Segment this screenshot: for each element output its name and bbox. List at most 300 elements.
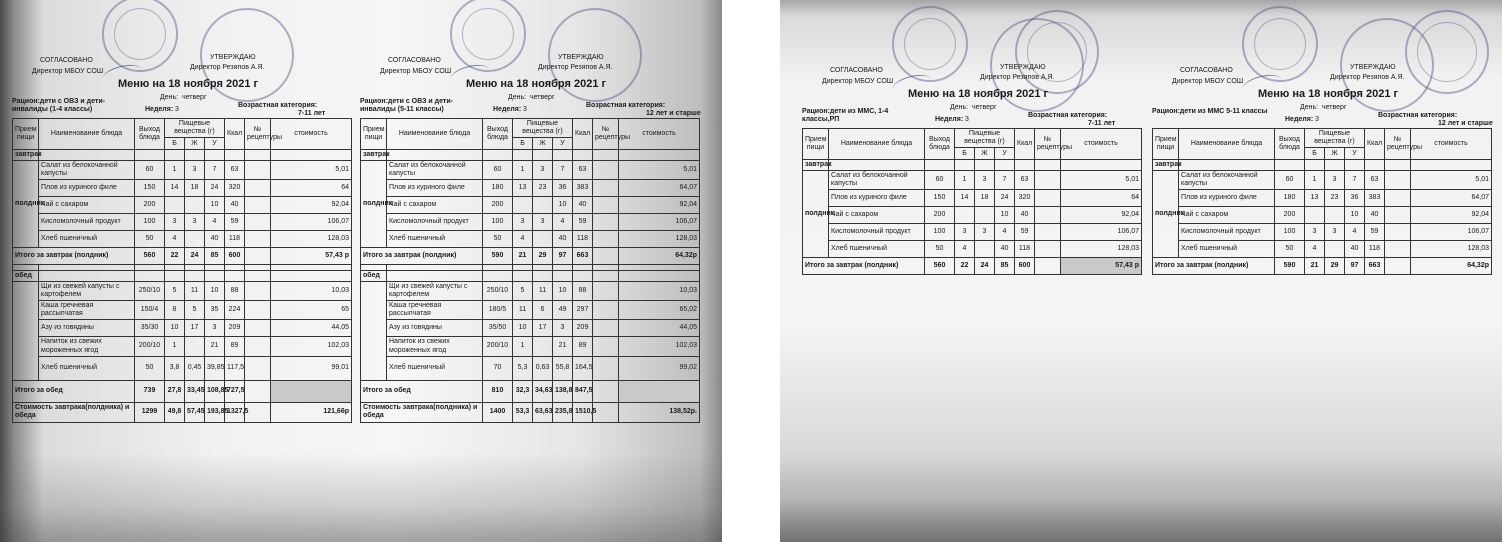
dish-name: Хлеб пшеничный	[829, 241, 925, 258]
dish-fat: 11	[185, 282, 205, 301]
empty-cell	[361, 282, 387, 380]
empty-cell	[245, 380, 271, 402]
grand-cost: 121,66р	[271, 402, 352, 422]
col-cost: стоимость	[271, 119, 352, 150]
empty-cell	[573, 271, 593, 282]
dish-output: 60	[135, 161, 165, 180]
col-zh: Ж	[185, 138, 205, 150]
dish-carbs: 7	[1345, 171, 1365, 190]
dish-fat: 3	[975, 224, 995, 241]
col-kcal: Ккал	[1015, 129, 1035, 160]
dish-cost: 5,01	[619, 161, 700, 180]
total-fat: 24	[185, 248, 205, 265]
empty-cell	[1015, 160, 1035, 171]
col-b: Б	[1305, 148, 1325, 160]
table-row	[1153, 171, 1492, 190]
col-u: У	[995, 148, 1015, 160]
dish-cost: 64	[1061, 190, 1142, 207]
dish-protein: 1	[165, 337, 185, 356]
dish-cost: 106,07	[619, 214, 700, 231]
age-label: Возрастная категория:	[1378, 112, 1458, 119]
director-school: Директор МБОУ СОШ	[822, 78, 894, 85]
day-value: четверг	[182, 94, 207, 101]
total-carbs: 97	[553, 248, 573, 265]
empty-cell	[1411, 160, 1492, 171]
age-value: 12 лет и старше	[1438, 120, 1493, 127]
director-school: Директор МБОУ СОШ	[32, 68, 104, 75]
col-b: Б	[955, 148, 975, 160]
table-row	[361, 301, 700, 320]
dish-name: Салат из белокочанной капусты	[1179, 171, 1275, 190]
dish-cost: 92,04	[271, 197, 352, 214]
dish-carbs: 10	[205, 282, 225, 301]
empty-cell	[225, 150, 245, 161]
total-lunch-label: Итого за обед	[13, 380, 135, 402]
col-kcal: Ккал	[573, 119, 593, 150]
grand-kcal: 1510,5	[573, 402, 593, 422]
dish-kcal: 63	[1015, 171, 1035, 190]
dish-name: Чай с сахаром	[387, 197, 483, 214]
total-recipe	[593, 248, 619, 265]
total-kcal: 600	[1015, 258, 1035, 275]
total-output: 810	[483, 380, 513, 402]
total-carbs: 85	[205, 248, 225, 265]
table-header-row	[13, 119, 352, 138]
empty-cell	[135, 271, 165, 282]
col-dish: Наименование блюда	[39, 119, 135, 150]
dish-recipe	[245, 337, 271, 356]
dish-carbs: 4	[205, 214, 225, 231]
dish-output: 150	[135, 180, 165, 197]
dish-cost: 128,03	[1061, 241, 1142, 258]
dish-output: 100	[925, 224, 955, 241]
menu-table	[802, 128, 1142, 275]
dish-fat	[185, 231, 205, 248]
col-output: Выход блюда	[483, 119, 513, 150]
dish-output: 180	[1275, 190, 1305, 207]
dish-protein: 13	[1305, 190, 1325, 207]
total-recipe	[1385, 258, 1411, 275]
table-row	[13, 214, 352, 231]
grand-recipe	[245, 402, 271, 422]
week-value: 3	[175, 106, 179, 113]
dish-name: Чай с сахаром	[1179, 207, 1275, 224]
age-label: Возрастная категория:	[586, 102, 666, 109]
director-name: Директор Резяпов А.Я.	[538, 64, 613, 71]
total-breakfast-label: Итого за завтрак (полдник)	[1153, 258, 1275, 275]
total-output: 560	[925, 258, 955, 275]
dish-protein: 8	[165, 301, 185, 320]
total-cost-label: Стоимость завтрака(полдника) и обеда	[361, 402, 483, 422]
dish-fat: 23	[1325, 190, 1345, 207]
dish-protein	[955, 207, 975, 224]
table-row	[361, 337, 700, 356]
col-dish: Наименование блюда	[829, 129, 925, 160]
approved-label: СОГЛАСОВАНО	[40, 57, 93, 64]
week-label: Неделя:	[1285, 116, 1314, 123]
dish-protein: 3,8	[165, 356, 185, 380]
col-meal: Прием пищи	[13, 119, 39, 150]
dish-recipe	[245, 161, 271, 180]
dish-cost: 92,04	[619, 197, 700, 214]
dish-output: 250/10	[135, 282, 165, 301]
empty-cell	[1365, 160, 1385, 171]
dish-protein: 14	[955, 190, 975, 207]
dish-kcal: 383	[573, 180, 593, 197]
col-kcal: Ккал	[1365, 129, 1385, 160]
dish-carbs: 40	[1345, 241, 1365, 258]
col-u: У	[205, 138, 225, 150]
approve-label: УТВЕРЖДАЮ	[1000, 64, 1046, 71]
table-row	[361, 161, 700, 180]
dish-recipe	[1035, 224, 1061, 241]
table-row	[361, 356, 700, 380]
day-label: День:	[508, 94, 527, 101]
empty-cell	[1345, 160, 1365, 171]
col-cost: стоимость	[1061, 129, 1142, 160]
dish-carbs: 55,8	[553, 356, 573, 380]
dish-recipe	[245, 214, 271, 231]
section-row	[13, 150, 352, 161]
empty-cell	[573, 150, 593, 161]
col-kcal: Ккал	[225, 119, 245, 150]
dish-fat: 17	[533, 320, 553, 337]
dish-cost: 5,01	[1061, 171, 1142, 190]
total-cost: 64,32р	[1411, 258, 1492, 275]
menu-table	[360, 118, 700, 423]
empty-cell	[387, 150, 483, 161]
dish-output: 180/5	[483, 301, 513, 320]
total-protein: 21	[513, 248, 533, 265]
dish-name: Плов из куриного филе	[39, 180, 135, 197]
table-row	[361, 320, 700, 337]
dish-kcal: 209	[573, 320, 593, 337]
total-breakfast-row	[803, 258, 1142, 275]
total-kcal: 727,5	[225, 380, 245, 402]
dish-kcal: 63	[225, 161, 245, 180]
director-name: Директор Резяпов А.Я.	[980, 74, 1055, 81]
table-header-row	[1153, 129, 1492, 148]
dish-carbs: 39,85	[205, 356, 225, 380]
table-row	[13, 231, 352, 248]
dish-protein: 10	[165, 320, 185, 337]
dish-protein: 14	[165, 180, 185, 197]
age-value: 7-11 лет	[298, 110, 326, 117]
dish-cost: 92,04	[1411, 207, 1492, 224]
total-carbs: 138,8	[553, 380, 573, 402]
approved-label: СОГЛАСОВАНО	[1180, 67, 1233, 74]
dish-fat: 3	[533, 161, 553, 180]
grand-cost: 138,52р.	[619, 402, 700, 422]
dish-fat: 18	[185, 180, 205, 197]
total-kcal: 663	[573, 248, 593, 265]
total-protein: 32,3	[513, 380, 533, 402]
table-row	[1153, 207, 1492, 224]
dish-kcal: 59	[573, 214, 593, 231]
total-fat: 33,45	[185, 380, 205, 402]
dish-carbs: 35	[205, 301, 225, 320]
dish-carbs: 10	[553, 282, 573, 301]
col-cost: стоимость	[619, 119, 700, 150]
dish-kcal: 59	[225, 214, 245, 231]
week-label: Неделя:	[493, 106, 522, 113]
col-output: Выход блюда	[925, 129, 955, 160]
col-output: Выход блюда	[135, 119, 165, 150]
table-row	[361, 282, 700, 301]
col-meal: Прием пищи	[803, 129, 829, 160]
empty-cell	[513, 271, 533, 282]
director-school: Директор МБОУ СОШ	[380, 68, 452, 75]
total-cost: 57,43 р	[271, 248, 352, 265]
table-header-row	[361, 119, 700, 138]
empty-cell	[553, 150, 573, 161]
col-output: Выход блюда	[1275, 129, 1305, 160]
dish-kcal: 89	[225, 337, 245, 356]
total-breakfast-label: Итого за завтрак (полдник)	[361, 248, 483, 265]
empty-cell	[185, 150, 205, 161]
total-lunch-row	[361, 380, 700, 402]
dish-cost: 128,03	[271, 231, 352, 248]
dish-recipe	[593, 231, 619, 248]
approve-label: УТВЕРЖДАЮ	[210, 54, 256, 61]
table-row	[1153, 224, 1492, 241]
dish-kcal: 40	[573, 197, 593, 214]
dish-output: 250/10	[483, 282, 513, 301]
dish-recipe	[245, 282, 271, 301]
section-breakfast: завтрак	[361, 150, 387, 161]
dish-name: Каша гречневая рассыпчатая	[39, 301, 135, 320]
dish-carbs: 40	[995, 241, 1015, 258]
dish-carbs: 7	[553, 161, 573, 180]
table-row	[13, 356, 352, 380]
dish-carbs: 7	[995, 171, 1015, 190]
table-row	[361, 197, 700, 214]
empty-cell	[39, 271, 135, 282]
dish-recipe	[593, 180, 619, 197]
dish-fat: 3	[1325, 224, 1345, 241]
empty-cell	[185, 271, 205, 282]
total-recipe	[245, 248, 271, 265]
director-school: Директор МБОУ СОШ	[1172, 78, 1244, 85]
empty-cell	[1325, 160, 1345, 171]
total-protein: 22	[955, 258, 975, 275]
total-output: 590	[1275, 258, 1305, 275]
dish-name: Салат из белокочанной капусты	[39, 161, 135, 180]
empty-cell	[1061, 160, 1142, 171]
empty-cell	[619, 271, 700, 282]
col-recipe: № рецептуры	[593, 119, 619, 150]
dish-protein: 5	[513, 282, 533, 301]
dish-fat: 6	[533, 301, 553, 320]
dish-cost: 102,03	[619, 337, 700, 356]
dish-carbs: 24	[205, 180, 225, 197]
dish-recipe	[245, 320, 271, 337]
dish-carbs: 4	[1345, 224, 1365, 241]
dish-recipe	[245, 356, 271, 380]
dish-protein: 1	[955, 171, 975, 190]
dish-recipe	[593, 337, 619, 356]
round-stamp	[1242, 6, 1318, 82]
dish-kcal: 118	[573, 231, 593, 248]
dish-fat: 3	[185, 161, 205, 180]
dish-cost: 99,01	[271, 356, 352, 380]
total-output: 739	[135, 380, 165, 402]
dish-output: 180	[483, 180, 513, 197]
dish-cost: 64,07	[619, 180, 700, 197]
dish-cost: 92,04	[1061, 207, 1142, 224]
table-row	[1153, 190, 1492, 207]
menu-title: Меню на 18 ноября 2021 г	[908, 88, 1049, 100]
dish-recipe	[593, 161, 619, 180]
empty-cell	[1035, 160, 1061, 171]
week-label: Неделя:	[935, 116, 964, 123]
dish-output: 50	[925, 241, 955, 258]
section-row	[361, 271, 700, 282]
dish-cost: 128,03	[619, 231, 700, 248]
dish-kcal: 40	[1015, 207, 1035, 224]
grand-carbs: 193,85	[205, 402, 225, 422]
grand-total-row	[361, 402, 700, 422]
dish-output: 50	[483, 231, 513, 248]
total-breakfast-row	[361, 248, 700, 265]
dish-cost: 64	[271, 180, 352, 197]
empty-cell	[619, 150, 700, 161]
dish-name: Салат из белокочанной капусты	[387, 161, 483, 180]
dish-protein: 4	[955, 241, 975, 258]
dish-kcal: 88	[225, 282, 245, 301]
dish-carbs: 10	[995, 207, 1015, 224]
day-label: День:	[160, 94, 179, 101]
total-cost-label: Стоимость завтрака(полдника) и обеда	[13, 402, 135, 422]
dish-name: Хлеб пшеничный	[39, 231, 135, 248]
col-recipe: № рецептуры	[1385, 129, 1411, 160]
week-value: 3	[523, 106, 527, 113]
total-protein: 27,8	[165, 380, 185, 402]
dish-cost: 106,07	[271, 214, 352, 231]
dish-cost: 128,03	[1411, 241, 1492, 258]
dish-kcal: 209	[225, 320, 245, 337]
section-breakfast: завтрак	[13, 150, 39, 161]
dish-kcal: 59	[1365, 224, 1385, 241]
grand-protein: 49,8	[165, 402, 185, 422]
empty-cell	[245, 271, 271, 282]
col-cost: стоимость	[1411, 129, 1492, 160]
dish-carbs: 10	[553, 197, 573, 214]
total-carbs: 85	[995, 258, 1015, 275]
col-zh: Ж	[533, 138, 553, 150]
round-stamp	[1405, 10, 1489, 94]
dish-carbs: 10	[1345, 207, 1365, 224]
menu-title: Меню на 18 ноября 2021 г	[118, 78, 259, 90]
dish-recipe	[1385, 190, 1411, 207]
dish-name: Чай с сахаром	[829, 207, 925, 224]
col-recipe: № рецептуры	[1035, 129, 1061, 160]
total-kcal: 663	[1365, 258, 1385, 275]
dish-kcal: 164,5	[573, 356, 593, 380]
col-meal: Прием пищи	[361, 119, 387, 150]
round-stamp	[450, 0, 526, 72]
col-nutrients: Пищевые вещества (г)	[955, 129, 1015, 148]
day-value: четверг	[530, 94, 555, 101]
total-protein: 21	[1305, 258, 1325, 275]
dish-fat	[533, 197, 553, 214]
grand-fat: 63,63	[533, 402, 553, 422]
approve-label: УТВЕРЖДАЮ	[1350, 64, 1396, 71]
dish-protein: 13	[513, 180, 533, 197]
total-output: 590	[483, 248, 513, 265]
dish-recipe	[1385, 171, 1411, 190]
age-value: 7-11 лет	[1088, 120, 1116, 127]
dish-name: Каша гречневая рассыпчатая	[387, 301, 483, 320]
empty-cell	[387, 271, 483, 282]
table-row	[13, 301, 352, 320]
dish-output: 60	[483, 161, 513, 180]
dish-fat: 3	[1325, 171, 1345, 190]
dish-cost: 10,03	[619, 282, 700, 301]
dish-protein: 1	[165, 161, 185, 180]
table-row	[13, 337, 352, 356]
total-breakfast-row	[13, 248, 352, 265]
empty-cell	[165, 271, 185, 282]
dish-kcal: 297	[573, 301, 593, 320]
dish-recipe	[593, 282, 619, 301]
dish-recipe	[1385, 207, 1411, 224]
col-meal: Прием пищи	[1153, 129, 1179, 160]
week-label: Неделя:	[145, 106, 174, 113]
dish-name: Хлеб пшеничный	[1179, 241, 1275, 258]
dish-output: 50	[1275, 241, 1305, 258]
empty-cell	[553, 271, 573, 282]
dish-name: Хлеб пшеничный	[39, 356, 135, 380]
dish-protein: 3	[955, 224, 975, 241]
section-lunch: обед	[361, 271, 387, 282]
dish-fat: 3	[975, 171, 995, 190]
empty-cell	[593, 150, 619, 161]
dish-protein	[513, 197, 533, 214]
col-zh: Ж	[975, 148, 995, 160]
empty-cell	[271, 380, 352, 402]
week-value: 3	[1315, 116, 1319, 123]
dish-name: Плов из куриного филе	[387, 180, 483, 197]
total-output: 560	[135, 248, 165, 265]
dish-output: 200	[1275, 207, 1305, 224]
dish-kcal: 118	[1015, 241, 1035, 258]
dish-protein	[1305, 207, 1325, 224]
dish-kcal: 63	[573, 161, 593, 180]
empty-cell	[271, 150, 352, 161]
col-nutrients: Пищевые вещества (г)	[513, 119, 573, 138]
section-snack: полдник	[13, 161, 39, 248]
dish-name: Кисломолочный продукт	[39, 214, 135, 231]
dish-protein: 3	[165, 214, 185, 231]
dish-cost: 99,02	[619, 356, 700, 380]
dish-carbs: 3	[205, 320, 225, 337]
dish-fat: 3	[533, 214, 553, 231]
menu-sheet-mms-5-11	[1150, 0, 1495, 542]
dish-output: 50	[135, 356, 165, 380]
dish-name: Хлеб пшеничный	[387, 356, 483, 380]
dish-protein	[165, 197, 185, 214]
table-row	[13, 161, 352, 180]
grand-protein: 53,3	[513, 402, 533, 422]
dish-carbs: 4	[995, 224, 1015, 241]
total-carbs: 108,85	[205, 380, 225, 402]
section-row	[13, 271, 352, 282]
table-header-row	[803, 129, 1142, 148]
round-stamp	[102, 0, 178, 72]
dish-carbs: 21	[205, 337, 225, 356]
table-row	[803, 207, 1142, 224]
